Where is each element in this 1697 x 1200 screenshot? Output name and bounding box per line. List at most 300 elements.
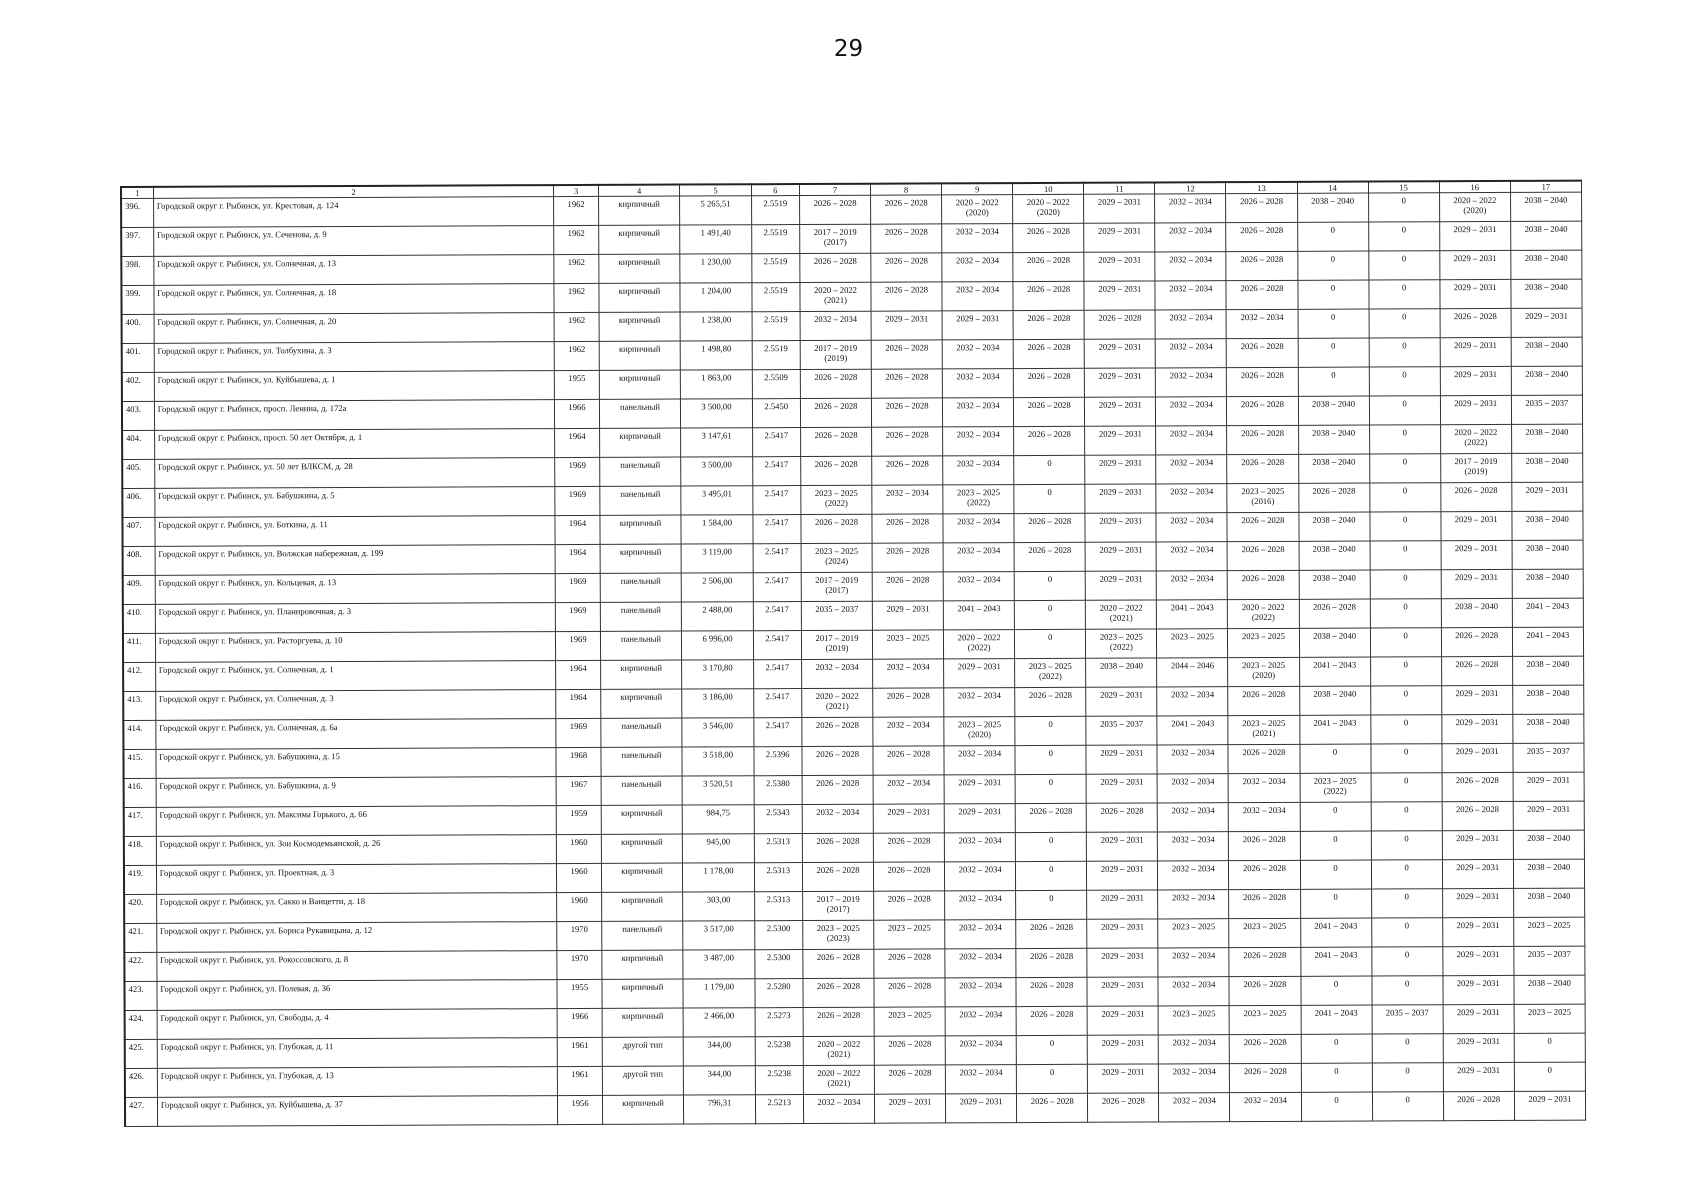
- table-cell: 1969: [555, 486, 599, 515]
- row-number-cell: 410.: [123, 604, 155, 633]
- table-cell: 2038 – 2040: [1512, 656, 1583, 685]
- table-cell: 0: [1369, 483, 1440, 512]
- table-cell: 2029 – 2031: [1085, 426, 1156, 455]
- table-cell: 0: [1371, 831, 1442, 860]
- table-cell: 0: [1369, 396, 1440, 425]
- table-cell: 1960: [557, 834, 601, 863]
- table-cell: 2.5273: [755, 1008, 804, 1037]
- row-number-cell: 408.: [123, 546, 155, 575]
- table-cell: 2.5519: [751, 283, 800, 312]
- table-cell: 2032 – 2034: [942, 369, 1013, 398]
- table-cell: 2032 – 2034: [945, 862, 1016, 891]
- table-cell: 2026 – 2028: [1016, 948, 1087, 977]
- table-cell: 1 230,00: [680, 254, 751, 283]
- table-cell: 2026 – 2028: [802, 717, 873, 746]
- table-cell: 2026 – 2028: [1013, 223, 1084, 252]
- table-cell: 2032 – 2034: [1156, 455, 1227, 484]
- table-cell: 2020 – 2022 (2020): [1013, 194, 1084, 223]
- table-cell: 2032 – 2034: [1158, 977, 1229, 1006]
- column-number-header: 14: [1297, 182, 1368, 194]
- table-cell: 2038 – 2040: [1298, 512, 1369, 541]
- row-number-cell: 418.: [124, 836, 156, 865]
- table-cell: 2032 – 2034: [1159, 1064, 1230, 1093]
- table-cell: 2038 – 2040: [1298, 396, 1369, 425]
- table-cell: 2023 – 2025 (2022): [1015, 658, 1086, 687]
- table-cell: 2.5417: [752, 515, 801, 544]
- table-cell: 2029 – 2031: [1514, 1091, 1585, 1120]
- table-cell: 2032 – 2034: [802, 804, 873, 833]
- table-cell: 1959: [557, 805, 601, 834]
- row-number-cell: 405.: [122, 459, 154, 488]
- table-cell: 2032 – 2034: [1155, 194, 1226, 223]
- table-cell: 2032 – 2034: [945, 891, 1016, 920]
- table-cell: 2.5519: [752, 341, 801, 370]
- row-number-cell: 403.: [122, 401, 154, 430]
- table-cell: 0: [1297, 251, 1368, 280]
- table-cell: 0: [1372, 1092, 1443, 1121]
- table-cell: 0: [1299, 744, 1370, 773]
- column-number-header: 2: [153, 185, 554, 198]
- table-cell: 1 491,40: [680, 225, 751, 254]
- row-number-cell: 407.: [122, 517, 154, 546]
- table-cell: 2.5417: [752, 486, 801, 515]
- table-cell: 2026 – 2028: [872, 456, 943, 485]
- address-cell: Городской округ г. Рыбинск, ул. Глубокая, д. 13: [157, 1067, 558, 1098]
- table-cell: 0: [1370, 512, 1441, 541]
- table-cell: 2032 – 2034: [872, 485, 943, 514]
- table-cell: панельный: [600, 631, 682, 660]
- table-cell: 0: [1300, 831, 1371, 860]
- table-cell: 0: [1370, 541, 1441, 570]
- table-cell: 1968: [556, 747, 600, 776]
- table-cell: 2032 – 2034: [1230, 1092, 1301, 1121]
- table-cell: 2026 – 2028: [871, 398, 942, 427]
- table-cell: 1 863,00: [681, 370, 752, 399]
- table-cell: 2026 – 2028: [1227, 454, 1298, 483]
- table-cell: 2023 – 2025 (2024): [801, 543, 872, 572]
- table-cell: 2032 – 2034: [1157, 571, 1228, 600]
- table-cell: 2032 – 2034: [1229, 802, 1300, 831]
- table-cell: 1960: [557, 892, 601, 921]
- table-cell: 0: [1370, 570, 1441, 599]
- table-cell: 945,00: [683, 834, 754, 863]
- table-cell: 2026 – 2028: [1229, 947, 1300, 976]
- table-cell: 2032 – 2034: [1155, 310, 1226, 339]
- table-cell: 2029 – 2031: [1439, 221, 1510, 250]
- table-cell: 1964: [556, 689, 600, 718]
- table-cell: 2038 – 2040: [1512, 685, 1583, 714]
- table-cell: 3 546,00: [682, 718, 753, 747]
- table-cell: 2026 – 2028: [1084, 310, 1155, 339]
- table-cell: 2023 – 2025: [874, 1007, 945, 1036]
- table-cell: 0: [1370, 599, 1441, 628]
- table-cell: 0: [1369, 425, 1440, 454]
- table-cell: 2032 – 2034: [945, 920, 1016, 949]
- column-number-header: 16: [1439, 181, 1510, 193]
- table-cell: 2032 – 2034: [942, 224, 1013, 253]
- row-number-cell: 419.: [124, 865, 156, 894]
- table-cell: 1 498,80: [681, 341, 752, 370]
- table-cell: кирпичный: [600, 544, 682, 573]
- table-cell: 2026 – 2028: [802, 833, 873, 862]
- row-number-cell: 426.: [125, 1068, 157, 1097]
- table-cell: 2026 – 2028: [872, 427, 943, 456]
- column-number-header: 12: [1155, 182, 1226, 194]
- table-cell: 3 520,51: [683, 776, 754, 805]
- table-cell: 2041 – 2043: [1299, 715, 1370, 744]
- table-cell: панельный: [599, 486, 681, 515]
- table-cell: 0: [1368, 193, 1439, 222]
- table-cell: 2023 – 2025: [873, 630, 944, 659]
- address-cell: Городской округ г. Рыбинск, ул. Бориса Рукавицына, д. 12: [157, 922, 558, 953]
- table-cell: 2026 – 2028: [872, 514, 943, 543]
- table-cell: 0: [1015, 716, 1086, 745]
- table-cell: 3 495,01: [681, 486, 752, 515]
- table-cell: 2026 – 2028: [1016, 977, 1087, 1006]
- table-cell: 2026 – 2028: [1299, 599, 1370, 628]
- table-cell: кирпичный: [602, 979, 684, 1008]
- table-cell: 1 178,00: [683, 863, 754, 892]
- table-cell: 2032 – 2034: [1158, 803, 1229, 832]
- table-cell: 2038 – 2040: [1086, 658, 1157, 687]
- table-cell: 2029 – 2031: [1440, 337, 1511, 366]
- table-cell: кирпичный: [600, 515, 682, 544]
- table-cell: 2026 – 2028: [1230, 1034, 1301, 1063]
- table-cell: 2026 – 2028: [871, 253, 942, 282]
- table-cell: 2029 – 2031: [1087, 948, 1158, 977]
- table-cell: 3 518,00: [682, 747, 753, 776]
- table-cell: 2026 – 2028: [800, 253, 871, 282]
- table-cell: 2020 – 2022 (2022): [944, 630, 1015, 659]
- table-cell: 2038 – 2040: [1513, 859, 1584, 888]
- table-cell: 2026 – 2028: [1227, 396, 1298, 425]
- table-cell: 1966: [555, 399, 599, 428]
- table-cell: 2029 – 2031: [942, 311, 1013, 340]
- table-cell: 0: [1369, 280, 1440, 309]
- table-cell: 2020 – 2022 (2021): [802, 688, 873, 717]
- table-cell: 2.5417: [752, 457, 801, 486]
- row-number-cell: 398.: [121, 256, 153, 285]
- table-cell: 1962: [554, 196, 598, 225]
- table-cell: 2026 – 2028: [802, 746, 873, 775]
- table-cell: 2032 – 2034: [944, 746, 1015, 775]
- table-cell: другой тип: [602, 1066, 684, 1095]
- table-cell: 2026 – 2028: [1229, 976, 1300, 1005]
- address-cell: Городской округ г. Рыбинск, ул. Сеченова, д. 9: [153, 226, 554, 257]
- table-cell: 1956: [558, 1095, 602, 1124]
- table-cell: 2038 – 2040: [1511, 279, 1582, 308]
- table-cell: 2026 – 2028: [1014, 368, 1085, 397]
- table-cell: 2026 – 2028: [874, 862, 945, 891]
- address-cell: Городской округ г. Рыбинск, ул. Солнечная, д. 18: [154, 284, 555, 315]
- table-cell: 2032 – 2034: [873, 717, 944, 746]
- table-cell: 0: [1298, 309, 1369, 338]
- table-cell: 2.5280: [754, 979, 803, 1008]
- column-number-header: 11: [1084, 182, 1155, 194]
- table-cell: 2029 – 2031: [1088, 1035, 1159, 1064]
- table-cell: 1964: [556, 544, 600, 573]
- table-cell: 2029 – 2031: [1084, 281, 1155, 310]
- address-cell: Городской округ г. Рыбинск, ул. Бабушкина, д. 9: [156, 777, 557, 808]
- table-cell: 1955: [555, 370, 599, 399]
- table-cell: 2032 – 2034: [1155, 252, 1226, 281]
- table-cell: 1969: [556, 602, 600, 631]
- row-number-cell: 397.: [121, 227, 153, 256]
- table-cell: панельный: [600, 602, 682, 631]
- table-cell: кирпичный: [599, 283, 681, 312]
- table-cell: 2029 – 2031: [871, 311, 942, 340]
- table-cell: 2026 – 2028: [1017, 1093, 1088, 1122]
- address-cell: Городской округ г. Рыбинск, ул. Свободы, д. 4: [157, 1009, 558, 1040]
- address-cell: Городской округ г. Рыбинск, ул. Бабушкина, д. 5: [155, 487, 556, 518]
- table-cell: 3 517,00: [683, 921, 754, 950]
- table-cell: 2032 – 2034: [1157, 687, 1228, 716]
- table-cell: 0: [1014, 455, 1085, 484]
- table-cell: 2026 – 2028: [1227, 425, 1298, 454]
- table-cell: 0: [1014, 484, 1085, 513]
- address-cell: Городской округ г. Рыбинск, просп. 50 лет Октября, д. 1: [154, 429, 555, 460]
- table-cell: 2032 – 2034: [1158, 948, 1229, 977]
- table-cell: 0: [1372, 1063, 1443, 1092]
- table-cell: 2026 – 2028: [802, 775, 873, 804]
- column-number-header: 17: [1510, 181, 1581, 193]
- table-cell: 984,75: [683, 805, 754, 834]
- table-cell: 2029 – 2031: [1443, 1004, 1514, 1033]
- table-cell: 2029 – 2031: [1085, 368, 1156, 397]
- row-number-cell: 401.: [122, 343, 154, 372]
- table-cell: 2026 – 2028: [1227, 338, 1298, 367]
- table-cell: 2029 – 2031: [1440, 395, 1511, 424]
- table-cell: 2029 – 2031: [1085, 513, 1156, 542]
- row-number-cell: 404.: [122, 430, 154, 459]
- table-cell: 2026 – 2028: [803, 949, 874, 978]
- table-cell: 1962: [555, 312, 599, 341]
- table-cell: 0: [1298, 338, 1369, 367]
- table-cell: 2026 – 2028: [1013, 339, 1084, 368]
- table-cell: 0: [1370, 657, 1441, 686]
- table-cell: 2026 – 2028: [873, 746, 944, 775]
- table-cell: 2026 – 2028: [1013, 310, 1084, 339]
- address-cell: Городской округ г. Рыбинск, ул. Солнечная, д. 1: [155, 661, 556, 692]
- table-cell: 2035 – 2037: [1514, 946, 1585, 975]
- table-cell: 2032 – 2034: [1158, 861, 1229, 890]
- table-cell: 2029 – 2031: [1086, 745, 1157, 774]
- table-cell: 2038 – 2040: [1298, 425, 1369, 454]
- address-cell: Городской округ г. Рыбинск, ул. Рокоссовского, д. 8: [157, 951, 558, 982]
- table-cell: 1970: [557, 921, 601, 950]
- table-cell: 2038 – 2040: [1299, 628, 1370, 657]
- table-cell: 2 488,00: [682, 602, 753, 631]
- table-cell: 1966: [558, 1008, 602, 1037]
- table-cell: 0: [1514, 1033, 1585, 1062]
- table-cell: 2026 – 2028: [874, 1036, 945, 1065]
- table-cell: 2032 – 2034: [945, 1036, 1016, 1065]
- table-cell: кирпичный: [600, 689, 682, 718]
- table-cell: 2026 – 2028: [1227, 512, 1298, 541]
- table-cell: 2026 – 2028: [874, 978, 945, 1007]
- table-cell: 2032 – 2034: [1156, 484, 1227, 513]
- table-cell: 2029 – 2031: [1443, 975, 1514, 1004]
- table-cell: 796,31: [684, 1095, 755, 1124]
- table-cell: 2023 – 2025: [1230, 1005, 1301, 1034]
- column-number-header: 10: [1013, 183, 1084, 195]
- table-cell: 2029 – 2031: [1442, 743, 1513, 772]
- table-cell: 0: [1298, 367, 1369, 396]
- table-cell: 0: [1371, 918, 1442, 947]
- table-cell: 2029 – 2031: [875, 1094, 946, 1123]
- row-number-cell: 402.: [122, 372, 154, 401]
- address-cell: Городской округ г. Рыбинск, ул. Глубокая, д. 11: [157, 1038, 558, 1069]
- table-cell: 2032 – 2034: [943, 514, 1014, 543]
- table-cell: 2026 – 2028: [871, 369, 942, 398]
- table-cell: 2029 – 2031: [944, 804, 1015, 833]
- table-cell: 2029 – 2031: [1084, 252, 1155, 281]
- table-cell: 2017 – 2019 (2019): [801, 630, 872, 659]
- table-cell: кирпичный: [599, 341, 681, 370]
- table-cell: 0: [1015, 774, 1086, 803]
- table-cell: 344,00: [684, 1037, 755, 1066]
- table-cell: 2029 – 2031: [1086, 687, 1157, 716]
- table-cell: 0: [1370, 628, 1441, 657]
- table-cell: 1 238,00: [681, 312, 752, 341]
- table-cell: 2035 – 2037: [1513, 743, 1584, 772]
- table-cell: 1969: [556, 631, 600, 660]
- table-cell: 2.5417: [753, 544, 802, 573]
- table-cell: 2020 – 2022 (2021): [800, 282, 871, 311]
- table-cell: 2029 – 2031: [1442, 888, 1513, 917]
- table-cell: 2.5519: [751, 225, 800, 254]
- table-cell: 2026 – 2028: [874, 1065, 945, 1094]
- page-number: 29: [833, 36, 864, 62]
- table-cell: 2032 – 2034: [944, 833, 1015, 862]
- table-cell: 2026 – 2028: [1441, 656, 1512, 685]
- table-cell: 0: [1372, 976, 1443, 1005]
- table-cell: кирпичный: [598, 196, 680, 225]
- table-cell: 2.5519: [751, 254, 800, 283]
- address-cell: Городской округ г. Рыбинск, ул. Солнечная, д. 6а: [156, 719, 557, 750]
- table-cell: 2038 – 2040: [1512, 511, 1583, 540]
- table-cell: 2026 – 2028: [1014, 542, 1085, 571]
- table-cell: 2032 – 2034: [945, 1065, 1016, 1094]
- row-number-cell: 420.: [124, 894, 156, 923]
- table-cell: 2041 – 2043: [1301, 1005, 1372, 1034]
- table-cell: 1962: [554, 283, 598, 312]
- table-cell: 0: [1015, 600, 1086, 629]
- table-cell: 0: [1371, 947, 1442, 976]
- table-cell: 2026 – 2028: [874, 891, 945, 920]
- table-cell: 2032 – 2034: [802, 659, 873, 688]
- row-number-cell: 409.: [123, 575, 155, 604]
- table-cell: 2023 – 2025 (2022): [943, 485, 1014, 514]
- table-cell: 2038 – 2040: [1511, 366, 1582, 395]
- table-cell: 1955: [557, 979, 601, 1008]
- table-cell: 2029 – 2031: [1084, 194, 1155, 223]
- address-cell: Городской округ г. Рыбинск, ул. Куйбышева, д. 1: [154, 371, 555, 402]
- table-cell: 2032 – 2034: [943, 398, 1014, 427]
- row-number-cell: 400.: [122, 314, 154, 343]
- row-number-cell: 417.: [124, 807, 156, 836]
- table-cell: 2026 – 2028: [874, 949, 945, 978]
- housing-repair-schedule-table: [120, 180, 1586, 1127]
- table-cell: 2041 – 2043: [1300, 947, 1371, 976]
- table-cell: 2026 – 2028: [1088, 1093, 1159, 1122]
- table-cell: 1962: [554, 254, 598, 283]
- table-cell: 1961: [558, 1037, 602, 1066]
- table-cell: 2.5313: [754, 834, 803, 863]
- column-number-header: 5: [680, 184, 751, 196]
- table-cell: 2026 – 2028: [1086, 803, 1157, 832]
- table-cell: 0: [1300, 889, 1371, 918]
- table-cell: 2023 – 2025: [1228, 628, 1299, 657]
- table-cell: 2026 – 2028: [803, 1007, 874, 1036]
- column-number-header: 3: [554, 185, 598, 197]
- table-cell: 2017 – 2019 (2017): [803, 891, 874, 920]
- row-number-cell: 427.: [125, 1097, 157, 1126]
- table-cell: 2032 – 2034: [944, 688, 1015, 717]
- table-cell: 2029 – 2031: [1439, 250, 1510, 279]
- table-cell: 2032 – 2034: [945, 1007, 1016, 1036]
- table-cell: 2023 – 2025: [1229, 918, 1300, 947]
- table-cell: 2026 – 2028: [1441, 627, 1512, 656]
- table-cell: 1964: [556, 660, 600, 689]
- table-cell: 0: [1370, 686, 1441, 715]
- table-cell: 2.5300: [754, 921, 803, 950]
- table-cell: 1962: [554, 225, 598, 254]
- table-cell: 2026 – 2028: [1016, 1006, 1087, 1035]
- table-cell: кирпичный: [601, 892, 683, 921]
- table-cell: 1961: [558, 1066, 602, 1095]
- table-cell: 2017 – 2019 (2019): [1440, 453, 1511, 482]
- table-cell: другой тип: [602, 1037, 684, 1066]
- table-cell: 3 147,61: [681, 428, 752, 457]
- table-cell: 2032 – 2034: [1159, 1093, 1230, 1122]
- table-cell: кирпичный: [600, 660, 682, 689]
- table-cell: 2.5519: [751, 196, 800, 225]
- table-cell: панельный: [600, 573, 682, 602]
- table-cell: 0: [1300, 976, 1371, 1005]
- table-cell: 2026 – 2028: [1014, 397, 1085, 426]
- table-cell: 2038 – 2040: [1513, 830, 1584, 859]
- table-cell: 2023 – 2025 (2020): [944, 717, 1015, 746]
- table-cell: 2 466,00: [684, 1008, 755, 1037]
- table-cell: 2029 – 2031: [1441, 511, 1512, 540]
- table-cell: 2029 – 2031: [1085, 484, 1156, 513]
- table-cell: 2026 – 2028: [873, 688, 944, 717]
- table-cell: 2032 – 2034: [1157, 774, 1228, 803]
- table-cell: 2.5417: [753, 602, 802, 631]
- address-cell: Городской округ г. Рыбинск, ул. Волжская набережная, д. 199: [155, 545, 556, 576]
- table-cell: 2020 – 2022 (2020): [942, 195, 1013, 224]
- table-cell: 2038 – 2040: [1511, 424, 1582, 453]
- table-cell: кирпичный: [601, 805, 683, 834]
- table-cell: 2020 – 2022 (2021): [1086, 600, 1157, 629]
- table-cell: 2017 – 2019 (2019): [800, 340, 871, 369]
- table-cell: 2038 – 2040: [1510, 221, 1581, 250]
- table-cell: кирпичный: [602, 1095, 684, 1124]
- table-cell: 2023 – 2025 (2016): [1227, 483, 1298, 512]
- row-number-cell: 425.: [125, 1039, 157, 1068]
- table-cell: 2.5519: [752, 312, 801, 341]
- table-cell: 2.5238: [755, 1037, 804, 1066]
- table-cell: 2032 – 2034: [1156, 339, 1227, 368]
- table-cell: 2017 – 2019 (2017): [800, 224, 871, 253]
- table-cell: 2029 – 2031: [1085, 571, 1156, 600]
- table-cell: 2.5417: [753, 631, 802, 660]
- table-cell: 2.5238: [755, 1066, 804, 1095]
- table-cell: 2.5417: [753, 689, 802, 718]
- table-cell: 2026 – 2028: [873, 833, 944, 862]
- table-cell: 2032 – 2034: [1227, 309, 1298, 338]
